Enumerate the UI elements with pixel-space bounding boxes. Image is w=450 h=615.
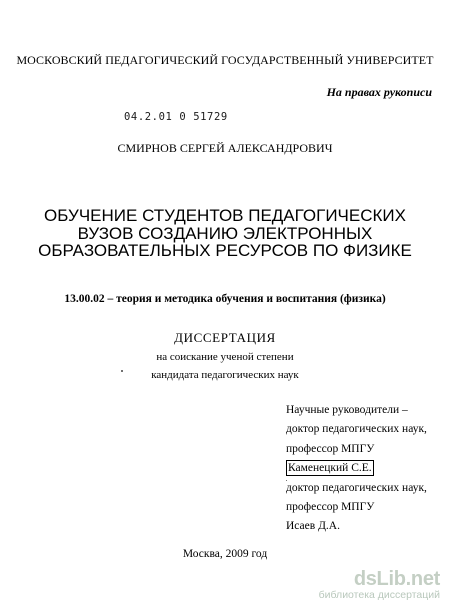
degree-line-2: кандидата педагогических наук (151, 369, 299, 381)
rights-notice: На правах рукописи (326, 85, 432, 99)
dissertation-heading: ДИССЕРТАЦИЯ (174, 330, 276, 345)
title-line-1: ОБУЧЕНИЕ СТУДЕНТОВ ПЕДАГОГИЧЕСКИХ (44, 206, 406, 225)
scan-speck (121, 370, 123, 372)
archive-stamp-number: 04.2.01 0 51729 (124, 111, 228, 123)
university-name: МОСКОВСКИЙ ПЕДАГОГИЧЕСКИЙ ГОСУДАРСТВЕННЫЙ УНИВЕРСИТЕТ (16, 53, 434, 67)
supervisor-2-name: Исаев Д.А. (286, 520, 340, 533)
watermark-logo: dsLib.net (353, 568, 440, 590)
watermark (310, 569, 440, 602)
place-and-year: Москва, 2009 год (182, 548, 268, 560)
title-line-2: ВУЗОВ СОЗДАНИЮ ЭЛЕКТРОННЫХ (77, 223, 373, 243)
supervisor-1-degree: доктор педагогических наук, (286, 423, 427, 436)
supervisors-heading: Научные руководители – (286, 404, 408, 416)
supervisor-1-name: Каменецкий С.Е. (288, 462, 372, 475)
supervisors-block (286, 401, 427, 537)
title-line-3: ОБРАЗОВАТЕЛЬНЫХ РЕСУРСОВ ПО ФИЗИКЕ (38, 241, 412, 260)
supervisor-1-position: профессор МПГУ (286, 442, 375, 455)
supervisor-2-degree: доктор педагогических наук, (286, 481, 427, 494)
watermark-subtitle: библиотека диссертаций (318, 589, 440, 601)
scan-speck (286, 480, 287, 481)
degree-line-1: на соискание ученой степени (156, 351, 294, 363)
author-name: СМИРНОВ СЕРГЕЙ АЛЕКСАНДРОВИЧ (117, 141, 333, 155)
specialty-code: 13.00.02 – теория и методика обучения и воспитания (физика) (64, 293, 386, 305)
dissertation-title (0, 207, 450, 260)
supervisor-2-position: профессор МПГУ (286, 501, 375, 514)
